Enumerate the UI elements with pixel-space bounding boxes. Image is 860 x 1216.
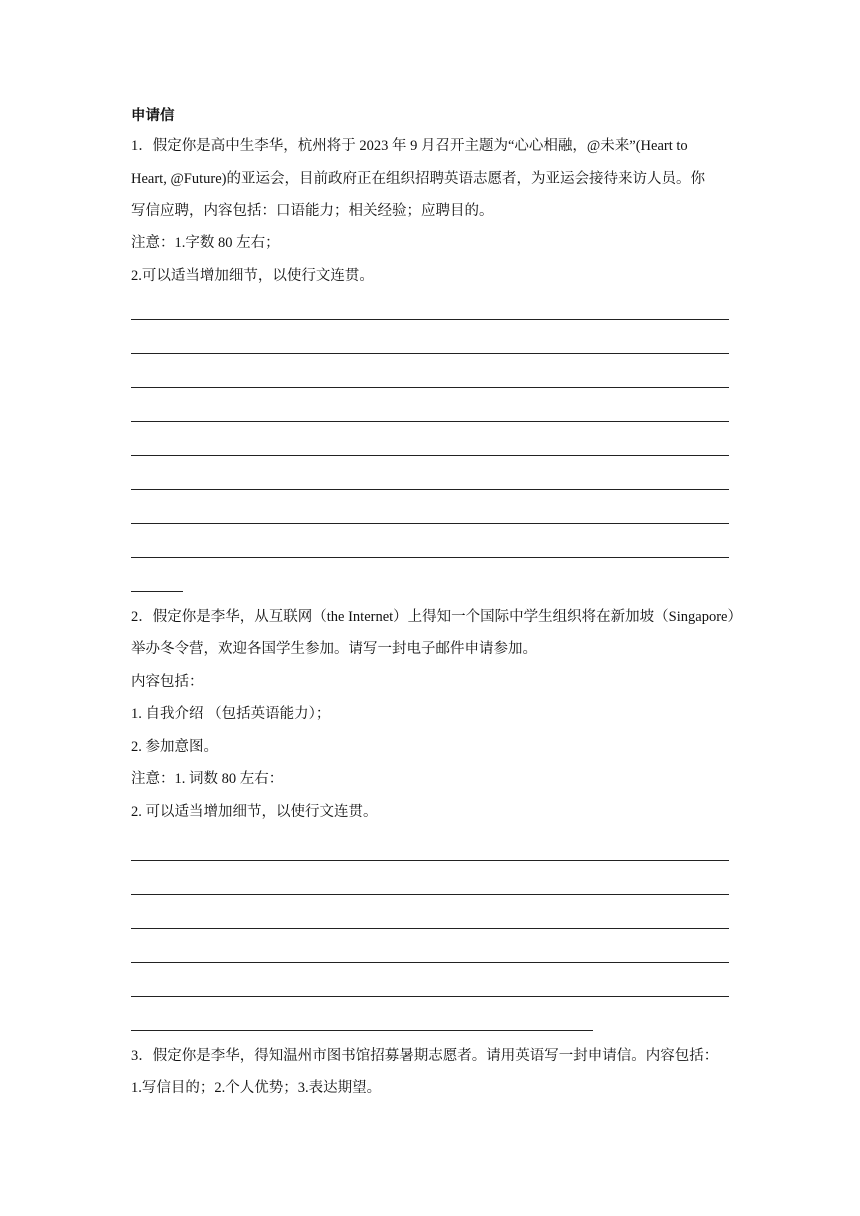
q1-answer-line bbox=[131, 421, 729, 422]
q2-prompt-line-1: 2．假定你是李华，从互联网（the Internet）上得知一个国际中学生组织将在新加坡（Singapore） bbox=[131, 609, 742, 625]
q2-answer-line bbox=[131, 860, 729, 861]
q2-note-2: 2. 可以适当增加细节，以使行文连贯。 bbox=[131, 804, 378, 820]
q1-answer-line bbox=[131, 319, 729, 320]
q3-prompt-line-2: 1.写信目的；2.个人优势；3.表达期望。 bbox=[131, 1080, 382, 1096]
q1-note-1: 注意：1.字数 80 左右； bbox=[131, 235, 280, 251]
section-title: 申请信 bbox=[131, 108, 175, 124]
q2-answer-line bbox=[131, 928, 729, 929]
q1-answer-line bbox=[131, 591, 183, 592]
q2-content-label: 内容包括： bbox=[131, 674, 204, 690]
q1-prompt-line-1: 1．假定你是高中生李华，杭州将于 2023 年 9 月召开主题为“心心相融，@未来”(Heart to bbox=[131, 138, 688, 154]
q2-item-2: 2. 参加意图。 bbox=[131, 739, 218, 755]
q1-prompt-line-3: 写信应聘，内容包括：口语能力；相关经验；应聘目的。 bbox=[131, 203, 494, 219]
q2-note-1: 注意：1. 词数 80 左右： bbox=[131, 771, 284, 787]
q2-prompt-line-2: 举办冬令营，欢迎各国学生参加。请写一封电子邮件申请参加。 bbox=[131, 641, 537, 657]
q2-answer-line bbox=[131, 962, 729, 963]
q1-answer-line bbox=[131, 557, 729, 558]
q1-note-2: 2.可以适当增加细节，以使行文连贯。 bbox=[131, 268, 374, 284]
q1-answer-line bbox=[131, 387, 729, 388]
q1-answer-line bbox=[131, 489, 729, 490]
q1-answer-line bbox=[131, 353, 729, 354]
q1-answer-line bbox=[131, 523, 729, 524]
q2-answer-line bbox=[131, 894, 729, 895]
q2-item-1: 1. 自我介绍 （包括英语能力）； bbox=[131, 706, 331, 722]
q3-prompt-line-1: 3．假定你是李华，得知温州市图书馆招募暑期志愿者。请用英语写一封申请信。内容包括： bbox=[131, 1048, 719, 1064]
q2-answer-line bbox=[131, 1030, 593, 1031]
q2-answer-line bbox=[131, 996, 729, 997]
q1-prompt-line-2: Heart, @Future)的亚运会，目前政府正在组织招聘英语志愿者，为亚运会接待来访人员。你 bbox=[131, 171, 705, 187]
q1-answer-line bbox=[131, 455, 729, 456]
